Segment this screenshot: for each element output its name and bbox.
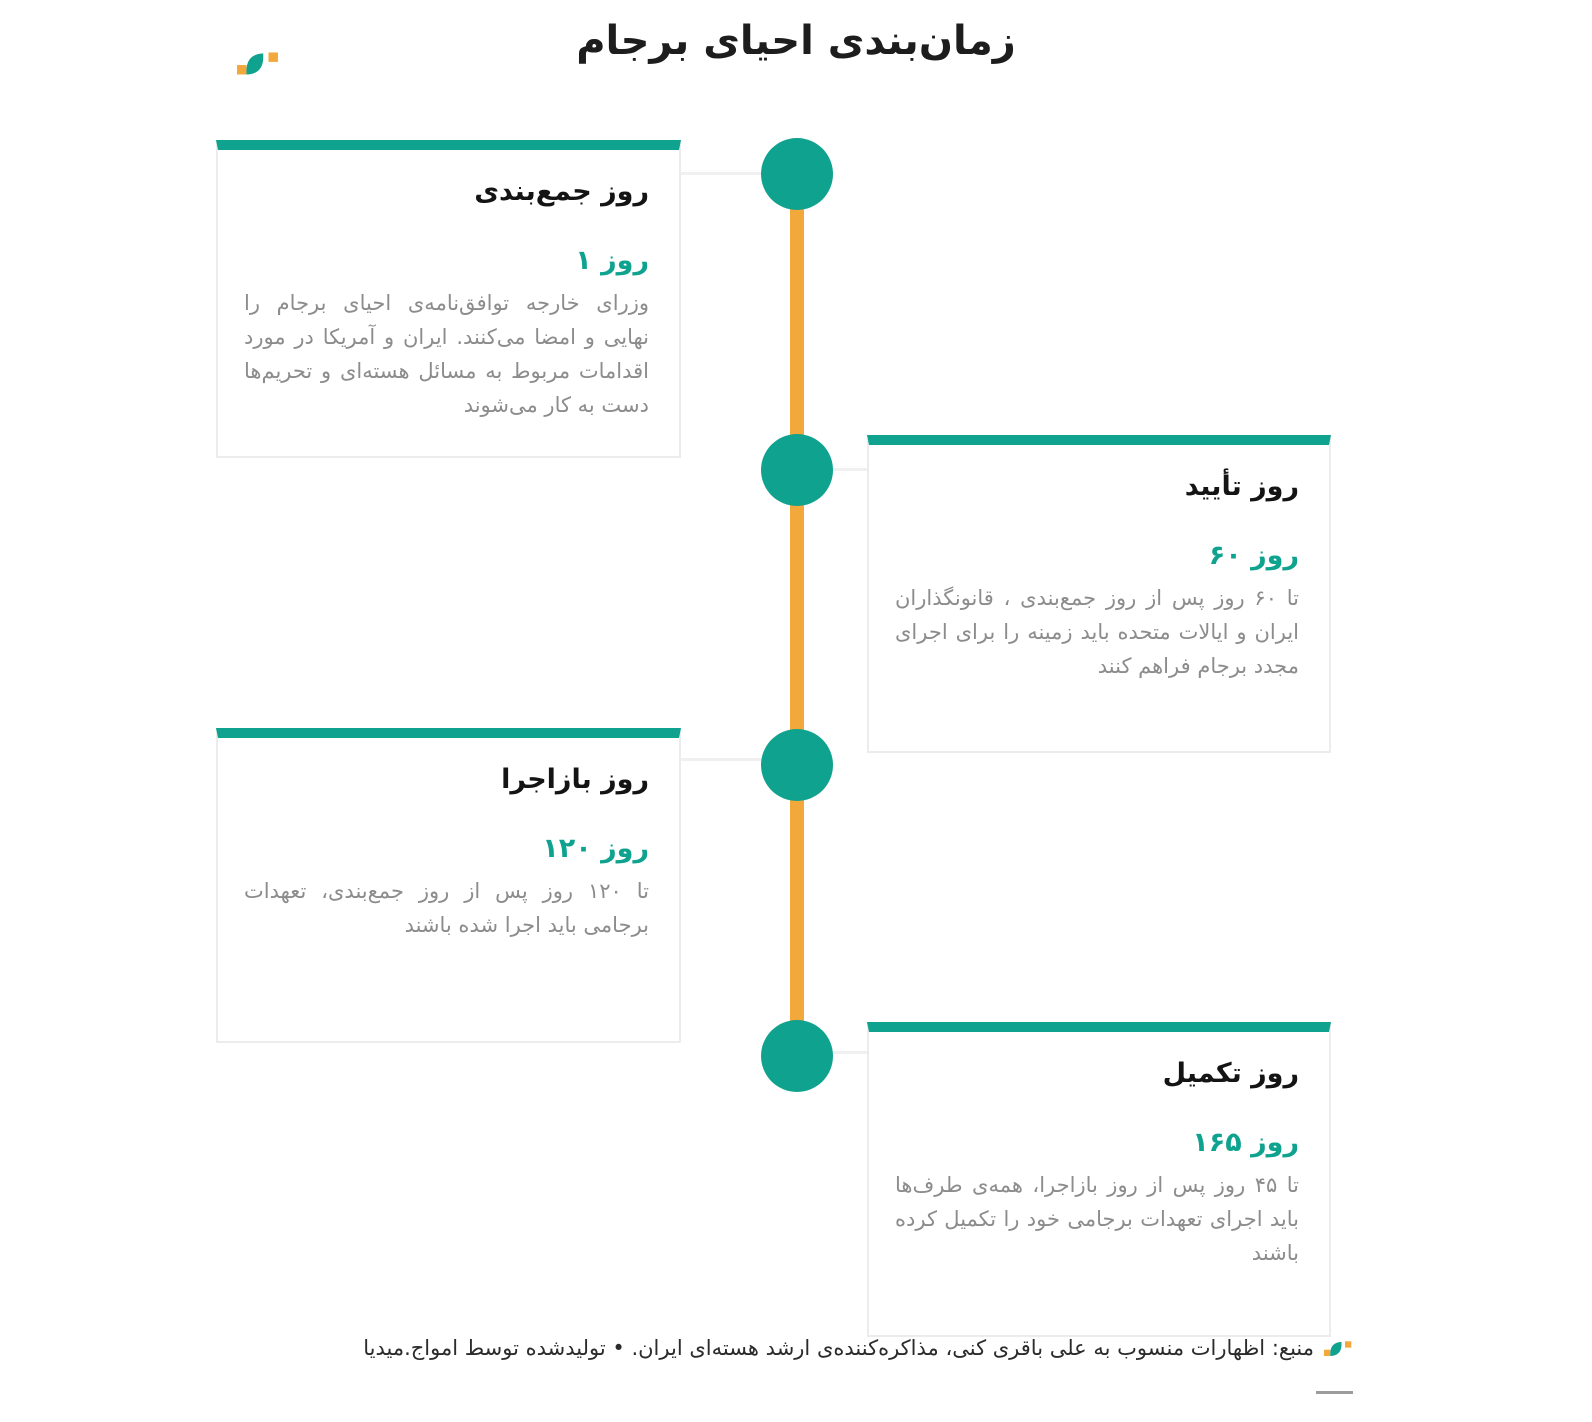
timeline-card-completion-day (867, 1022, 1331, 1337)
timeline-node-day-1 (761, 138, 833, 210)
card-day-label: روز ۶۰ (1208, 540, 1299, 571)
card-day-label: روز ۱۶۵ (1192, 1127, 1299, 1158)
page-title: زمان‌بندی احیای برجام (576, 18, 1016, 64)
timeline-line (790, 174, 804, 1056)
amwaj-wave-logo-icon (1324, 1341, 1352, 1357)
card-description: تا ۶۰ روز پس از روز جمع‌بندی ، قانونگذاران ایران و ایالات متحده باید زمینه را برای اجرای مجدد برجام فراهم کنند (895, 586, 1300, 678)
timeline-card-conclusion-day (216, 140, 681, 458)
card-title: روز تکمیل (1162, 1058, 1299, 1089)
card-day-label: روز ۱۲۰ (542, 833, 649, 864)
card-day-label: روز ۱ (575, 245, 649, 276)
card-title: روز تأیید (1184, 471, 1299, 502)
card-title: روز بازاجرا (501, 764, 649, 795)
card-description: وزرای خارجه توافق‌نامه‌ی احیای برجام را نهایی و امضا می‌کنند. ایران و آمریکا در مورد اقدامات مربوط به مسائل هسته‌ای و تحریم‌ها دست به کار می‌شوند (244, 291, 649, 417)
timeline-card-reimplementation-day (216, 728, 681, 1043)
timeline-node-day-120 (761, 729, 833, 801)
timeline-node-day-165 (761, 1020, 833, 1092)
timeline-card-approval-day (867, 435, 1331, 753)
card-description: تا ۱۲۰ روز پس از روز جمع‌بندی، تعهدات برجامی باید اجرا شده باشند (244, 879, 649, 937)
source-text: منبع: اظهارات منسوب به علی باقری کنی، مذاکره‌کننده‌ی ارشد هسته‌ای ایران. • تولیدشده توسط امواج.میدیا (363, 1336, 1314, 1360)
footer-source (363, 1336, 1352, 1360)
card-description: تا ۴۵ روز پس از روز بازاجرا، همه‌ی طرف‌ها باید اجرای تعهدات برجامی خود را تکمیل کرده باشند (895, 1173, 1299, 1265)
timeline-node-day-60 (761, 434, 833, 506)
card-title: روز جمع‌بندی (474, 176, 649, 207)
footer-underline (1316, 1391, 1353, 1394)
